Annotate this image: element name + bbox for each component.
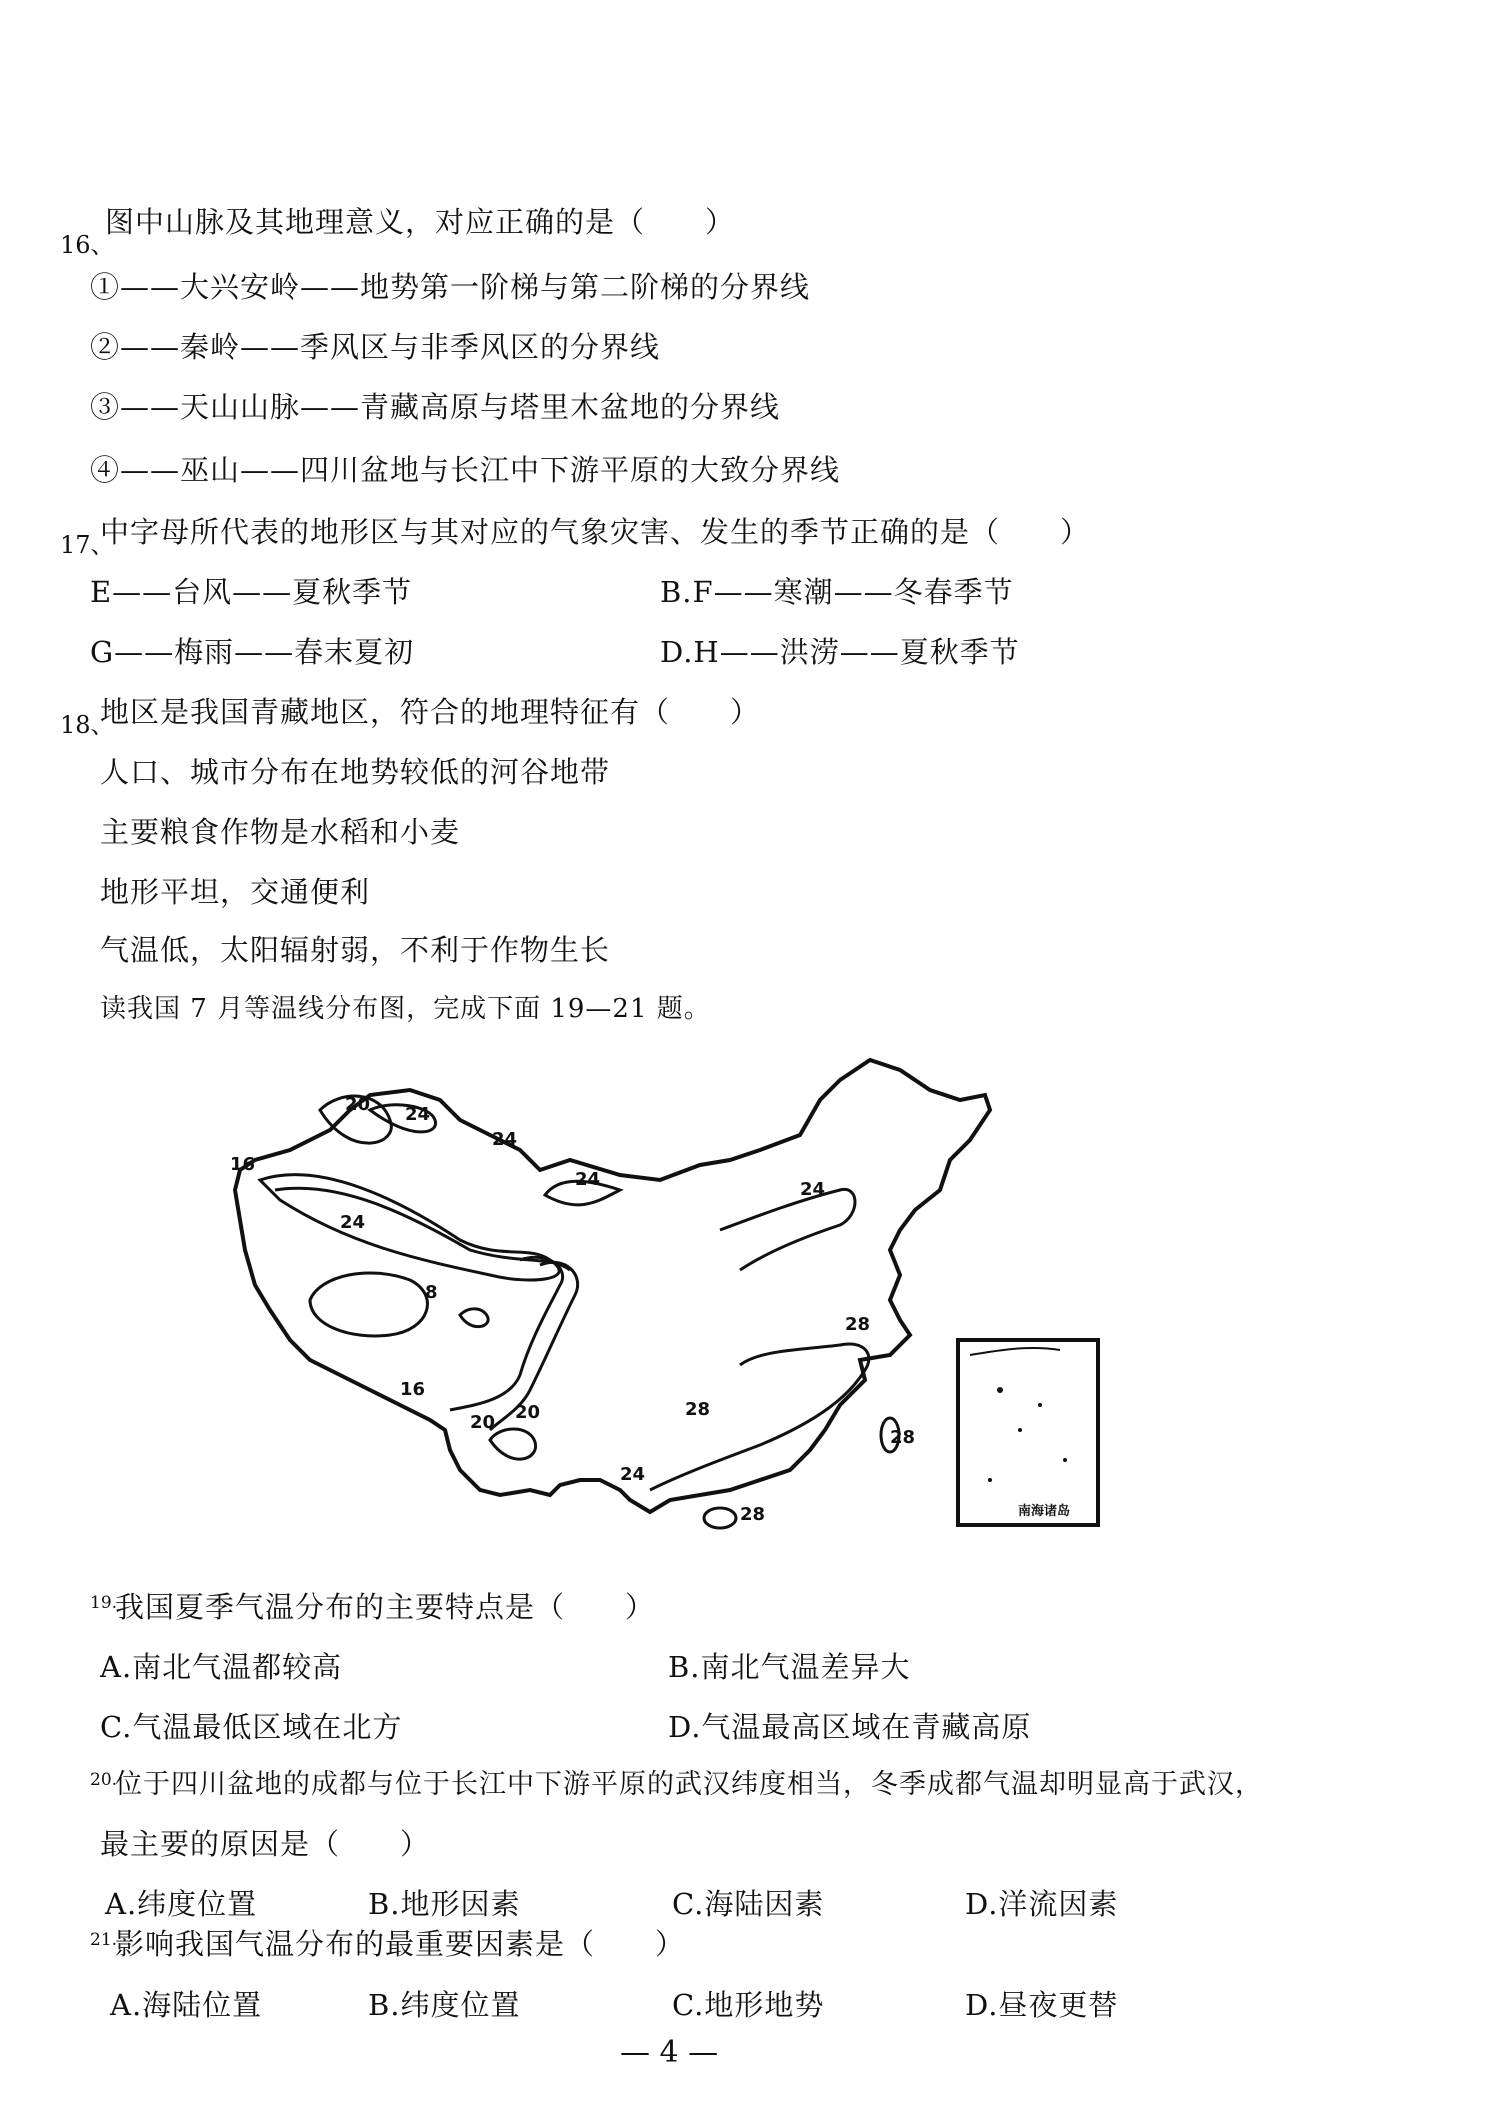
question-20-number: 20. — [90, 1770, 118, 1790]
question-16-option-4: ④——巫山——四川盆地与长江中下游平原的大致分界线 — [90, 453, 841, 487]
isotherm-label: 28 — [845, 1314, 871, 1335]
question-19-stem: 我国夏季气温分布的主要特点是（ ） — [115, 1590, 656, 1624]
question-17-option-c: G——梅雨——春末夏初 — [90, 635, 415, 669]
question-17-number: 17、 — [60, 531, 115, 559]
question-20-stem: 位于四川盆地的成都与位于长江中下游平原的武汉纬度相当，冬季成都气温却明显高于武汉， — [115, 1769, 1263, 1800]
question-16-option-1: ①——大兴安岭——地势第一阶梯与第二阶梯的分界线 — [90, 270, 811, 304]
inset-island-dot — [1038, 1403, 1042, 1407]
question-16-option-2: ②——秦岭——季风区与非季风区的分界线 — [90, 330, 661, 364]
inset-coastline — [970, 1348, 1060, 1355]
isotherm-label: 24 — [340, 1212, 366, 1233]
question-19-option-d: D.气温最高区域在青藏高原 — [668, 1710, 1032, 1744]
isotherm-label: 28 — [890, 1427, 916, 1448]
hainan-island — [704, 1508, 736, 1528]
isotherm-label: 8 — [425, 1282, 438, 1303]
inset-island-dot — [1018, 1428, 1022, 1432]
isotherm-line — [490, 1429, 536, 1459]
question-18-option-a: 人口、城市分布在地势较低的河谷地带 — [100, 755, 611, 789]
isotherm-line — [310, 1273, 427, 1336]
isotherm-label: 16 — [400, 1379, 426, 1400]
isotherm-line — [720, 1189, 855, 1270]
isotherm-label: 24 — [405, 1104, 431, 1125]
question-20-option-a: A.纬度位置 — [105, 1887, 258, 1921]
question-16-stem: 图中山脉及其地理意义，对应正确的是（ ） — [105, 205, 736, 239]
question-17-option-a: E——台风——夏秋季节 — [90, 575, 413, 609]
isotherm-label: 24 — [800, 1179, 826, 1200]
question-20-option-d: D.洋流因素 — [965, 1887, 1119, 1921]
isotherm-line — [460, 1309, 488, 1327]
inset-island-dot — [997, 1387, 1003, 1393]
question-16-option-3: ③——天山山脉——青藏高原与塔里木盆地的分界线 — [90, 390, 781, 424]
question-21-stem: 影响我国气温分布的最重要因素是（ ） — [115, 1927, 686, 1961]
question-20-option-c: C.海陆因素 — [672, 1887, 825, 1921]
isotherm-line — [260, 1175, 559, 1280]
isotherm-label: 16 — [230, 1154, 256, 1175]
inset-island-dot — [988, 1478, 992, 1482]
question-19-option-c: C.气温最低区域在北方 — [100, 1710, 403, 1744]
question-18-option-c: 地形平坦，交通便利 — [100, 875, 371, 909]
question-17-option-b: B.F——寒潮——冬春季节 — [660, 575, 1014, 609]
china-outline — [235, 1060, 990, 1512]
inset-island-dot — [1063, 1458, 1067, 1462]
south-china-sea-inset — [958, 1340, 1098, 1525]
isotherm-label: 28 — [740, 1504, 766, 1525]
question-21-option-d: D.昼夜更替 — [965, 1988, 1119, 2022]
question-19-option-b: B.南北气温差异大 — [668, 1650, 911, 1684]
question-19-option-a: A.南北气温都较高 — [100, 1650, 343, 1684]
question-18-number: 18、 — [60, 711, 115, 739]
isotherm-label: 24 — [620, 1464, 646, 1485]
question-21-option-b: B.纬度位置 — [368, 1988, 521, 2022]
question-17-stem: 中字母所代表的地形区与其对应的气象灾害、发生的季节正确的是（ ） — [100, 515, 1091, 549]
question-18-stem: 地区是我国青藏地区，符合的地理特征有（ ） — [100, 695, 761, 729]
inset-label: 南海诸岛 — [1018, 1504, 1071, 1519]
question-17-option-d: D.H——洪涝——夏秋季节 — [660, 635, 1020, 669]
page-number: — 4 — — [620, 2035, 719, 2070]
question-18-option-b: 主要粮食作物是水稻和小麦 — [100, 815, 461, 849]
isotherm-line — [650, 1344, 869, 1490]
question-16-number: 16、 — [60, 231, 115, 259]
isotherm-label: 24 — [575, 1169, 601, 1190]
isotherm-label: 28 — [685, 1399, 711, 1420]
question-21-option-c: C.地形地势 — [672, 1988, 825, 2022]
question-20-option-b: B.地形因素 — [368, 1887, 521, 1921]
map-intro-text: 读我国 7 月等温线分布图，完成下面 19—21 题。 — [100, 994, 711, 1024]
question-18-option-d: 气温低，太阳辐射弱，不利于作物生长 — [100, 933, 611, 967]
question-20-stem-continued: 最主要的原因是（ ） — [100, 1827, 431, 1861]
question-19-number: 19. — [90, 1593, 118, 1613]
isotherm-label: 24 — [492, 1129, 518, 1150]
question-21-number: 21. — [90, 1930, 118, 1950]
isotherm-label: 20 — [470, 1412, 496, 1433]
july-isotherm-map — [200, 1050, 1150, 1580]
question-21-option-a: A.海陆位置 — [110, 1988, 263, 2022]
isotherm-map-figure — [200, 1050, 1150, 1580]
isotherm-label: 20 — [345, 1094, 371, 1115]
isotherm-label: 20 — [515, 1402, 541, 1423]
